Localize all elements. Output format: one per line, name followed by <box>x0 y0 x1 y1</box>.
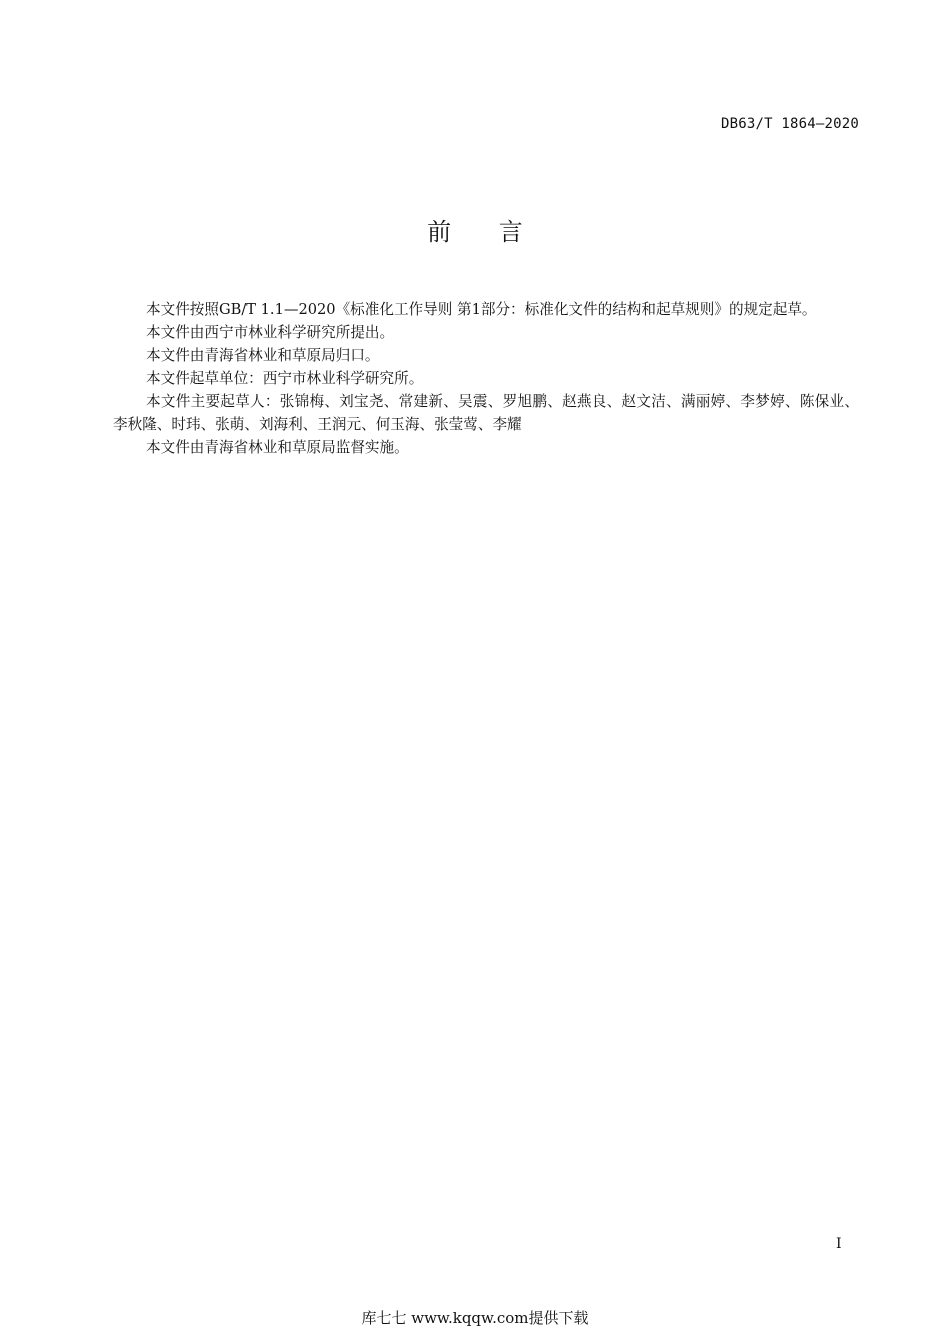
paragraph-drafting-rules: 本文件按照GB/T 1.1—2020《标准化工作导则 第1部分：标准化文件的结构和起草规则》的规定起草。 <box>146 301 817 318</box>
paragraph-proposer: 本文件由西宁市林业科学研究所提出。 <box>146 324 395 341</box>
page-number: I <box>836 1236 842 1252</box>
paragraph-supervision: 本文件由青海省林业和草原局监督实施。 <box>146 439 409 456</box>
paragraph-drafters: 本文件主要起草人：张锦梅、刘宝尧、常建新、吴震、罗旭鹏、赵燕良、赵文洁、满丽婷、李梦婷、陈保业、李秋隆、时玮、张萌、刘海利、王润元、何玉海、张莹莺、李耀 <box>113 393 859 433</box>
footer-watermark: 库七七 www.kqqw.com提供下载 <box>361 1309 589 1327</box>
page-title: 前 言 <box>427 218 543 246</box>
foreword-body <box>113 298 859 459</box>
paragraph-drafting-unit: 本文件起草单位：西宁市林业科学研究所。 <box>146 370 424 387</box>
paragraph-centralized-unit: 本文件由青海省林业和草原局归口。 <box>146 347 380 364</box>
standard-code: DB63/T 1864—2020 <box>720 116 859 132</box>
